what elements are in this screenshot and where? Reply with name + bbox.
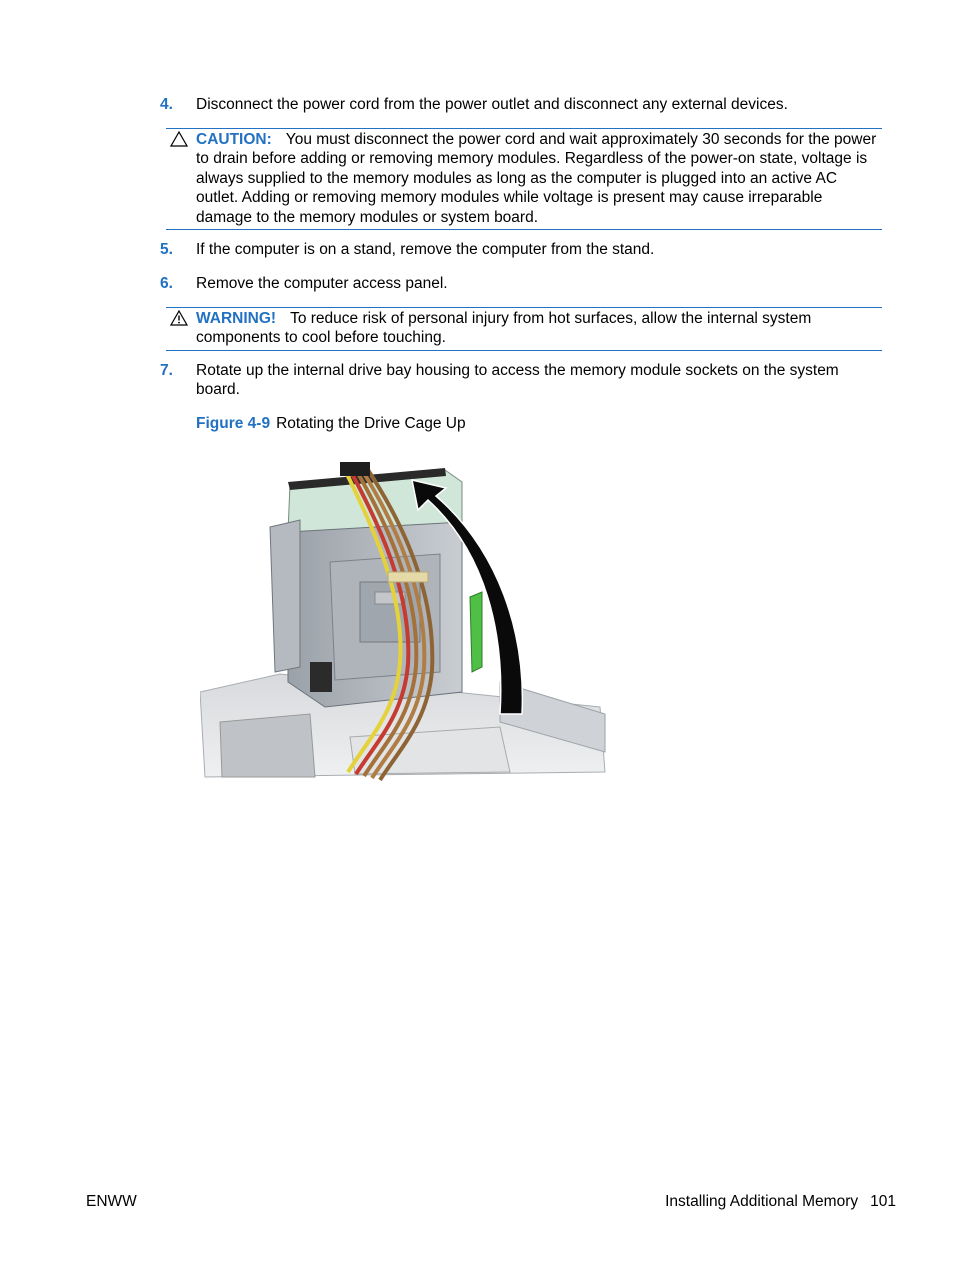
step-text: Remove the computer access panel. [196,275,448,292]
step-number: 4. [160,96,173,113]
figure-label: Figure 4-9 [196,415,271,432]
step-number: 5. [160,241,173,258]
step-6 [160,274,882,293]
step-text: Disconnect the power cord from the power outlet and disconnect any external devices. [196,96,788,113]
step-7 [160,361,882,400]
step-4 [160,95,882,114]
footer-section-title: Installing Additional Memory [665,1193,859,1210]
page-number: 101 [870,1193,896,1210]
warning-text: To reduce risk of personal injury from hot surfaces, allow the internal system components to cool before touching. [196,310,812,347]
caution-note [166,128,882,230]
warning-triangle-icon [170,310,188,326]
drive-cage-illustration [200,452,610,782]
caution-label: CAUTION: [196,131,272,148]
footer-left: ENWW [86,1193,137,1210]
step-5 [160,240,882,259]
step-text: Rotate up the internal drive bay housing to access the memory module sockets on the system board. [196,362,839,399]
caution-text: You must disconnect the power cord and wait approximately 30 seconds for the power to drain before adding or removing memory modules. Regardless of the power-on state, voltage is always supplied to the memory modules as long as the computer is plugged into an active AC outlet. Adding or removing memory modules while voltage is present may cause irreparable damage to the memory modules or system board. [196,131,877,226]
step-number: 7. [160,362,173,379]
warning-note [166,307,882,351]
footer-right [665,1192,896,1211]
step-text: If the computer is on a stand, remove the computer from the stand. [196,241,655,258]
step-number: 6. [160,275,173,292]
caution-triangle-icon [170,131,188,147]
figure-caption-text: Rotating the Drive Cage Up [276,415,466,432]
figure-caption [196,414,466,433]
warning-label: WARNING! [196,310,277,327]
